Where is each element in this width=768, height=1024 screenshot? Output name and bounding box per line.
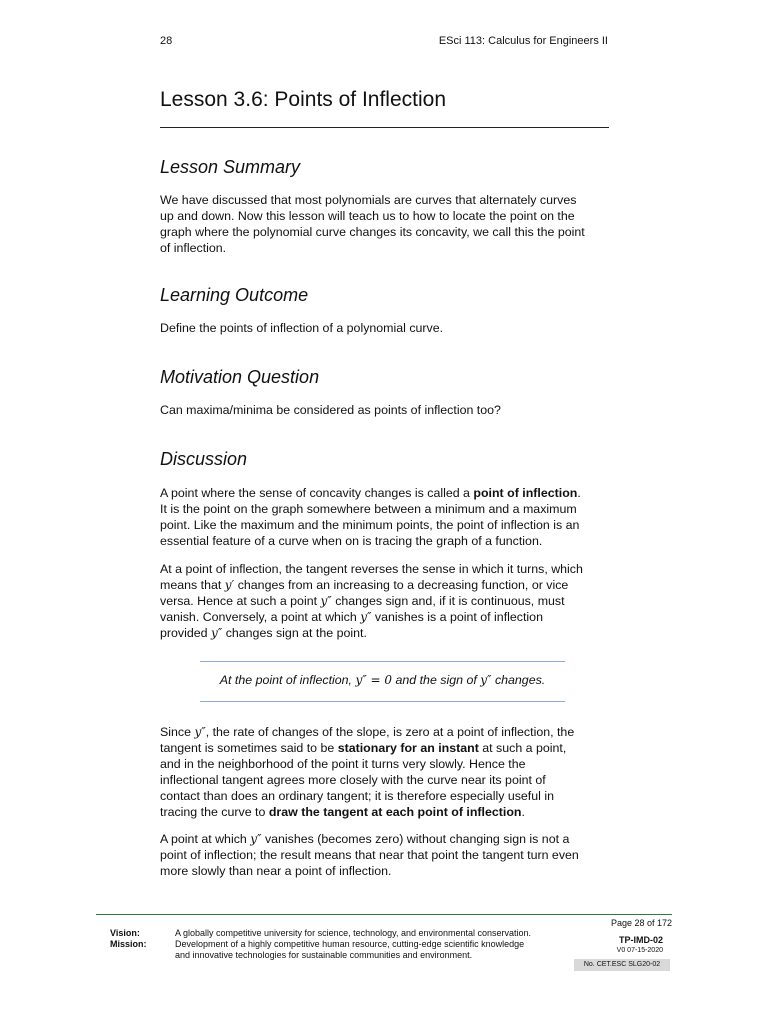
- lesson-summary-text: [160, 192, 610, 256]
- paragraph-line: It is the point on the graph somewhere between a minimum and a maximum: [160, 502, 577, 516]
- header-page-number: 28: [160, 35, 173, 47]
- paragraph-line: provided y″ changes sign at the point.: [160, 626, 367, 640]
- math-y-double-prime: y″: [320, 594, 332, 608]
- paragraph-line: Since y″, the rate of changes of the slope, is zero at a point of inflection, the: [160, 725, 575, 739]
- learning-outcome-heading: Learning Outcome: [160, 285, 309, 305]
- discussion-paragraph-4: [160, 831, 610, 879]
- discussion-paragraph-1: [160, 485, 610, 549]
- vision-label: Vision:: [110, 928, 140, 938]
- summary-line: of inflection.: [160, 241, 227, 255]
- math-y-double-prime: y″: [480, 673, 492, 687]
- footer-divider: [96, 914, 672, 915]
- summary-line: up and down. Now this lesson will teach us to how to locate the point on the: [160, 209, 575, 223]
- vision-text: A globally competitive university for science, technology, and environmental conservation.: [175, 928, 532, 938]
- paragraph-line: versa. Hence at such a point y″ changes sign and, if it is continuous, must: [160, 594, 565, 608]
- math-y-double-prime-equals-zero: y″ = 0: [355, 673, 393, 687]
- callout-statement: At the point of inflection, y″ = 0 and the sign of y″ changes.: [219, 673, 546, 687]
- learning-outcome-text: Define the points of inflection of a polynomial curve.: [160, 321, 444, 335]
- header-course-title: ESci 113: Calculus for Engineers II: [438, 35, 608, 47]
- paragraph-line: At a point of inflection, the tangent reverses the sense in which it turns, which: [160, 562, 583, 576]
- math-y-double-prime: y″: [194, 725, 206, 739]
- paragraph-line: inflectional tangent agrees more closely with the curve near its point of: [160, 773, 546, 787]
- paragraph-line: point of inflection; the result means that near that point the tangent turn even: [160, 848, 579, 862]
- mission-text: [175, 939, 575, 961]
- summary-line: graph where the polynomial curve changes its concavity, we call this the point: [160, 225, 585, 239]
- paragraph-line: essential feature of a curve when on is tracing the graph of a function.: [160, 534, 543, 548]
- paragraph-line: contact than does an ordinary tangent; it is therefore especially useful in: [160, 789, 554, 803]
- paragraph-line: vanish. Conversely, a point at which y″ vanishes is a point of inflection: [160, 610, 543, 624]
- paragraph-line: A point at which y″ vanishes (becomes zero) without changing sign is not a: [160, 832, 570, 846]
- discussion-paragraph-3: [160, 724, 610, 820]
- paragraph-line: A point where the sense of concavity changes is called a point of inflection.: [160, 486, 581, 500]
- paragraph-line: more slowly than near a point of inflection.: [160, 864, 392, 878]
- math-y-double-prime: y″: [360, 610, 372, 624]
- paragraph-line: means that y′ changes from an increasing to a decreasing function, or vice: [160, 578, 569, 592]
- term-point-of-inflection: point of inflection: [473, 486, 578, 500]
- math-y-double-prime: y″: [250, 832, 262, 846]
- document-version: V0 07-15-2020: [616, 947, 663, 954]
- motivation-question-text: Can maxima/minima be considered as points of inflection too?: [160, 403, 501, 417]
- paragraph-line: point. Like the maximum and the minimum points, the point of inflection is an: [160, 518, 580, 532]
- paragraph-line: and in the neighborhood of the point it turns very slowly. Hence the: [160, 757, 526, 771]
- document-code: TP-IMD-02: [618, 935, 663, 945]
- mission-label: Mission:: [110, 939, 147, 949]
- lesson-title: Lesson 3.6: Points of Inflection: [160, 88, 447, 111]
- paragraph-line: tracing the curve to draw the tangent at each point of inflection.: [160, 805, 525, 819]
- paragraph-line: tangent is sometimes said to be stationary for an instant at such a point,: [160, 741, 567, 755]
- callout-bottom-rule: [200, 701, 565, 702]
- document-number-badge: No. CET.ESC SLG20-02: [574, 959, 670, 971]
- math-y-double-prime: y″: [210, 626, 223, 640]
- mission-line: Development of a highly competitive human resource, cutting-edge scientific knowledge: [175, 939, 525, 949]
- term-stationary-for-an-instant: stationary for an instant: [337, 741, 479, 755]
- discussion-heading: Discussion: [160, 449, 248, 469]
- mission-line: and innovative technologies for sustainable communities and environment.: [175, 950, 473, 960]
- term-draw-the-tangent: draw the tangent at each point of inflection: [268, 805, 522, 819]
- discussion-paragraph-2: [160, 561, 610, 641]
- title-divider: [160, 127, 609, 128]
- callout-top-rule: [200, 661, 565, 662]
- motivation-question-heading: Motivation Question: [160, 367, 320, 387]
- page-of-total: Page 28 of 172: [610, 918, 672, 928]
- summary-line: We have discussed that most polynomials are curves that alternately curves: [160, 193, 577, 207]
- lesson-summary-heading: Lesson Summary: [160, 157, 301, 177]
- math-y-prime: y′: [224, 578, 235, 592]
